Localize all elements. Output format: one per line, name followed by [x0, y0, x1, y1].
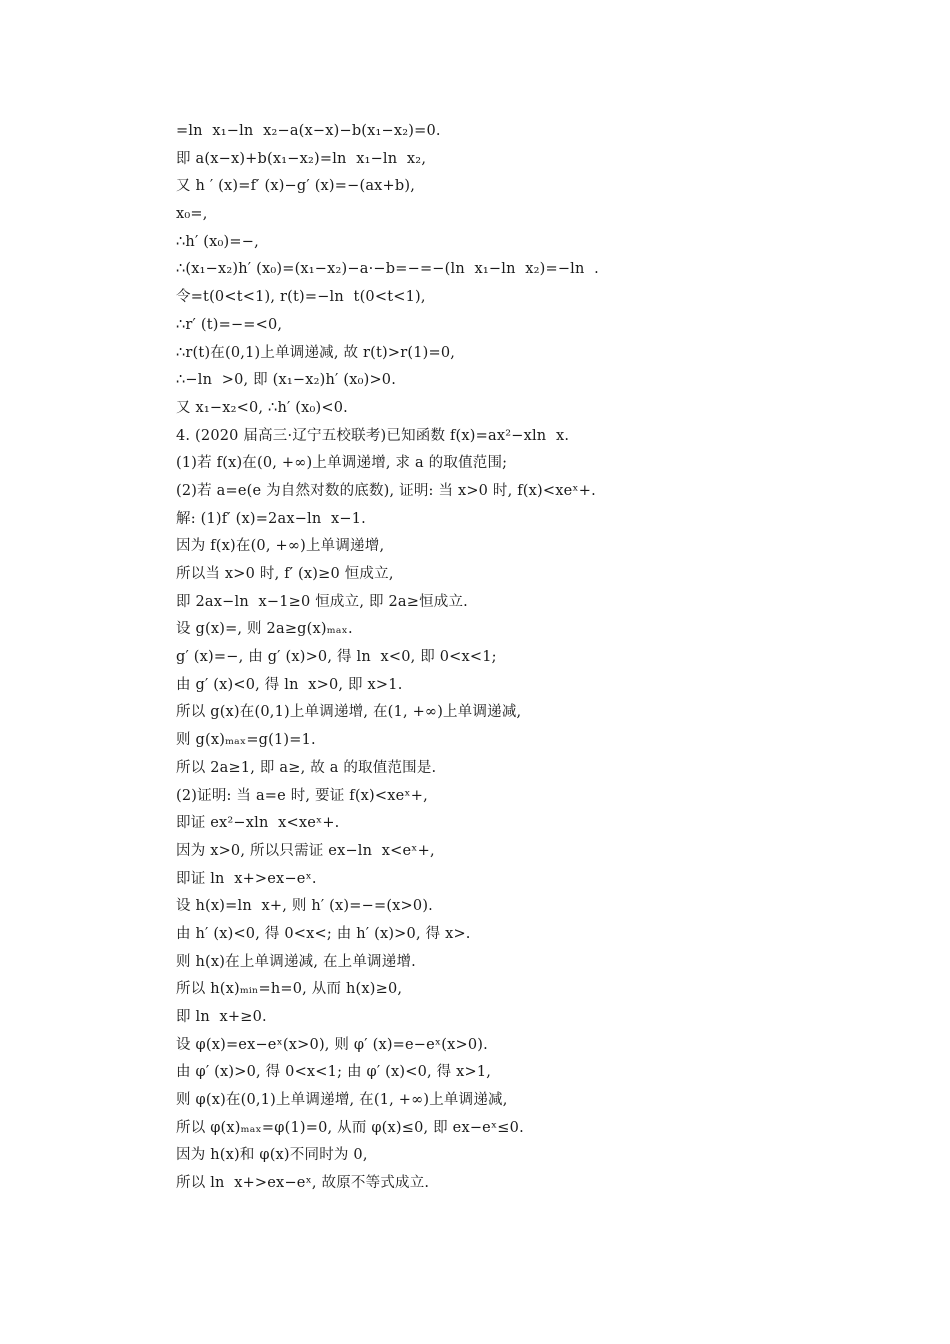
- text-line: 因为 h(x)和 φ(x)不同时为 0,: [176, 1147, 368, 1164]
- problem-heading: 4. (2020 届高三·辽宁五校联考)已知函数 f(x)=ax²−xln x.: [176, 427, 570, 444]
- solution-text: [176, 118, 876, 1198]
- text-line: 因为 x>0, 所以只需证 ex−ln x<eˣ+,: [176, 842, 435, 859]
- text-line: 由 φ′ (x)>0, 得 0<x<1; 由 φ′ (x)<0, 得 x>1,: [176, 1064, 492, 1081]
- text-line: 又 h ′ (x)=f′ (x)−g′ (x)=−(ax+b),: [176, 178, 416, 195]
- text-line: (2)证明: 当 a=e 时, 要证 f(x)<xeˣ+,: [176, 787, 428, 804]
- text-line: ∴r′ (t)=−=<0,: [176, 316, 283, 333]
- text-line: 设 φ(x)=ex−eˣ(x>0), 则 φ′ (x)=e−eˣ(x>0).: [176, 1036, 488, 1053]
- text-line: x₀=,: [176, 206, 208, 223]
- text-line: 即 ln x+≥0.: [176, 1009, 267, 1025]
- text-line: 设 h(x)=ln x+, 则 h′ (x)=−=(x>0).: [176, 898, 433, 915]
- text-line: =ln x₁−ln x₂−a(x−x)−b(x₁−x₂)=0.: [176, 123, 441, 139]
- text-line: 所以 h(x)ₘᵢₙ=h=0, 从而 h(x)≥0,: [176, 981, 403, 998]
- text-line: g′ (x)=−, 由 g′ (x)>0, 得 ln x<0, 即 0<x<1;: [176, 649, 497, 666]
- text-line: 即 a(x−x)+b(x₁−x₂)=ln x₁−ln x₂,: [176, 150, 427, 167]
- text-line: (2)若 a=e(e 为自然对数的底数), 证明: 当 x>0 时, f(x)<xeˣ+.: [176, 482, 596, 499]
- text-line: 则 h(x)在上单调递减, 在上单调递增.: [176, 953, 416, 970]
- text-line: ∴−ln >0, 即 (x₁−x₂)h′ (x₀)>0.: [176, 372, 397, 389]
- text-line: ∴h′ (x₀)=−,: [176, 233, 259, 250]
- text-line: 则 φ(x)在(0,1)上单调递增, 在(1, +∞)上单调递减,: [176, 1092, 508, 1109]
- text-line: 由 h′ (x)<0, 得 0<x<; 由 h′ (x)>0, 得 x>.: [176, 925, 471, 942]
- text-line: 所以当 x>0 时, f′ (x)≥0 恒成立,: [176, 566, 394, 582]
- text-line: 所以 φ(x)ₘₐₓ=φ(1)=0, 从而 φ(x)≤0, 即 ex−eˣ≤0.: [176, 1119, 524, 1136]
- text-line: 即证 ex²−xln x<xeˣ+.: [176, 815, 340, 832]
- text-line: (1)若 f(x)在(0, +∞)上单调递增, 求 a 的取值范围;: [176, 455, 508, 472]
- text-line: 所以 ln x+>ex−eˣ, 故原不等式成立.: [176, 1175, 430, 1192]
- text-line: 由 g′ (x)<0, 得 ln x>0, 即 x>1.: [176, 676, 403, 693]
- text-line: 设 g(x)=, 则 2a≥g(x)ₘₐₓ.: [176, 621, 353, 638]
- text-line: ∴r(t)在(0,1)上单调递减, 故 r(t)>r(1)=0,: [176, 344, 456, 361]
- text-line: ∴(x₁−x₂)h′ (x₀)=(x₁−x₂)−a·−b=−=−(ln x₁−ln x₂)=−ln .: [176, 261, 599, 278]
- text-line: 又 x₁−x₂<0, ∴h′ (x₀)<0.: [176, 399, 348, 416]
- text-line: 因为 f(x)在(0, +∞)上单调递增,: [176, 538, 385, 555]
- text-line: 解: (1)f′ (x)=2ax−ln x−1.: [176, 510, 366, 527]
- text-line: 即证 ln x+>ex−eˣ.: [176, 870, 317, 887]
- text-line: 所以 g(x)在(0,1)上单调递增, 在(1, +∞)上单调递减,: [176, 704, 522, 721]
- text-line: 所以 2a≥1, 即 a≥, 故 a 的取值范围是.: [176, 759, 437, 776]
- text-line: 则 g(x)ₘₐₓ=g(1)=1.: [176, 732, 316, 749]
- text-line: 令=t(0<t<1), r(t)=−ln t(0<t<1),: [176, 289, 426, 306]
- text-line: 即 2ax−ln x−1≥0 恒成立, 即 2a≥恒成立.: [176, 593, 468, 610]
